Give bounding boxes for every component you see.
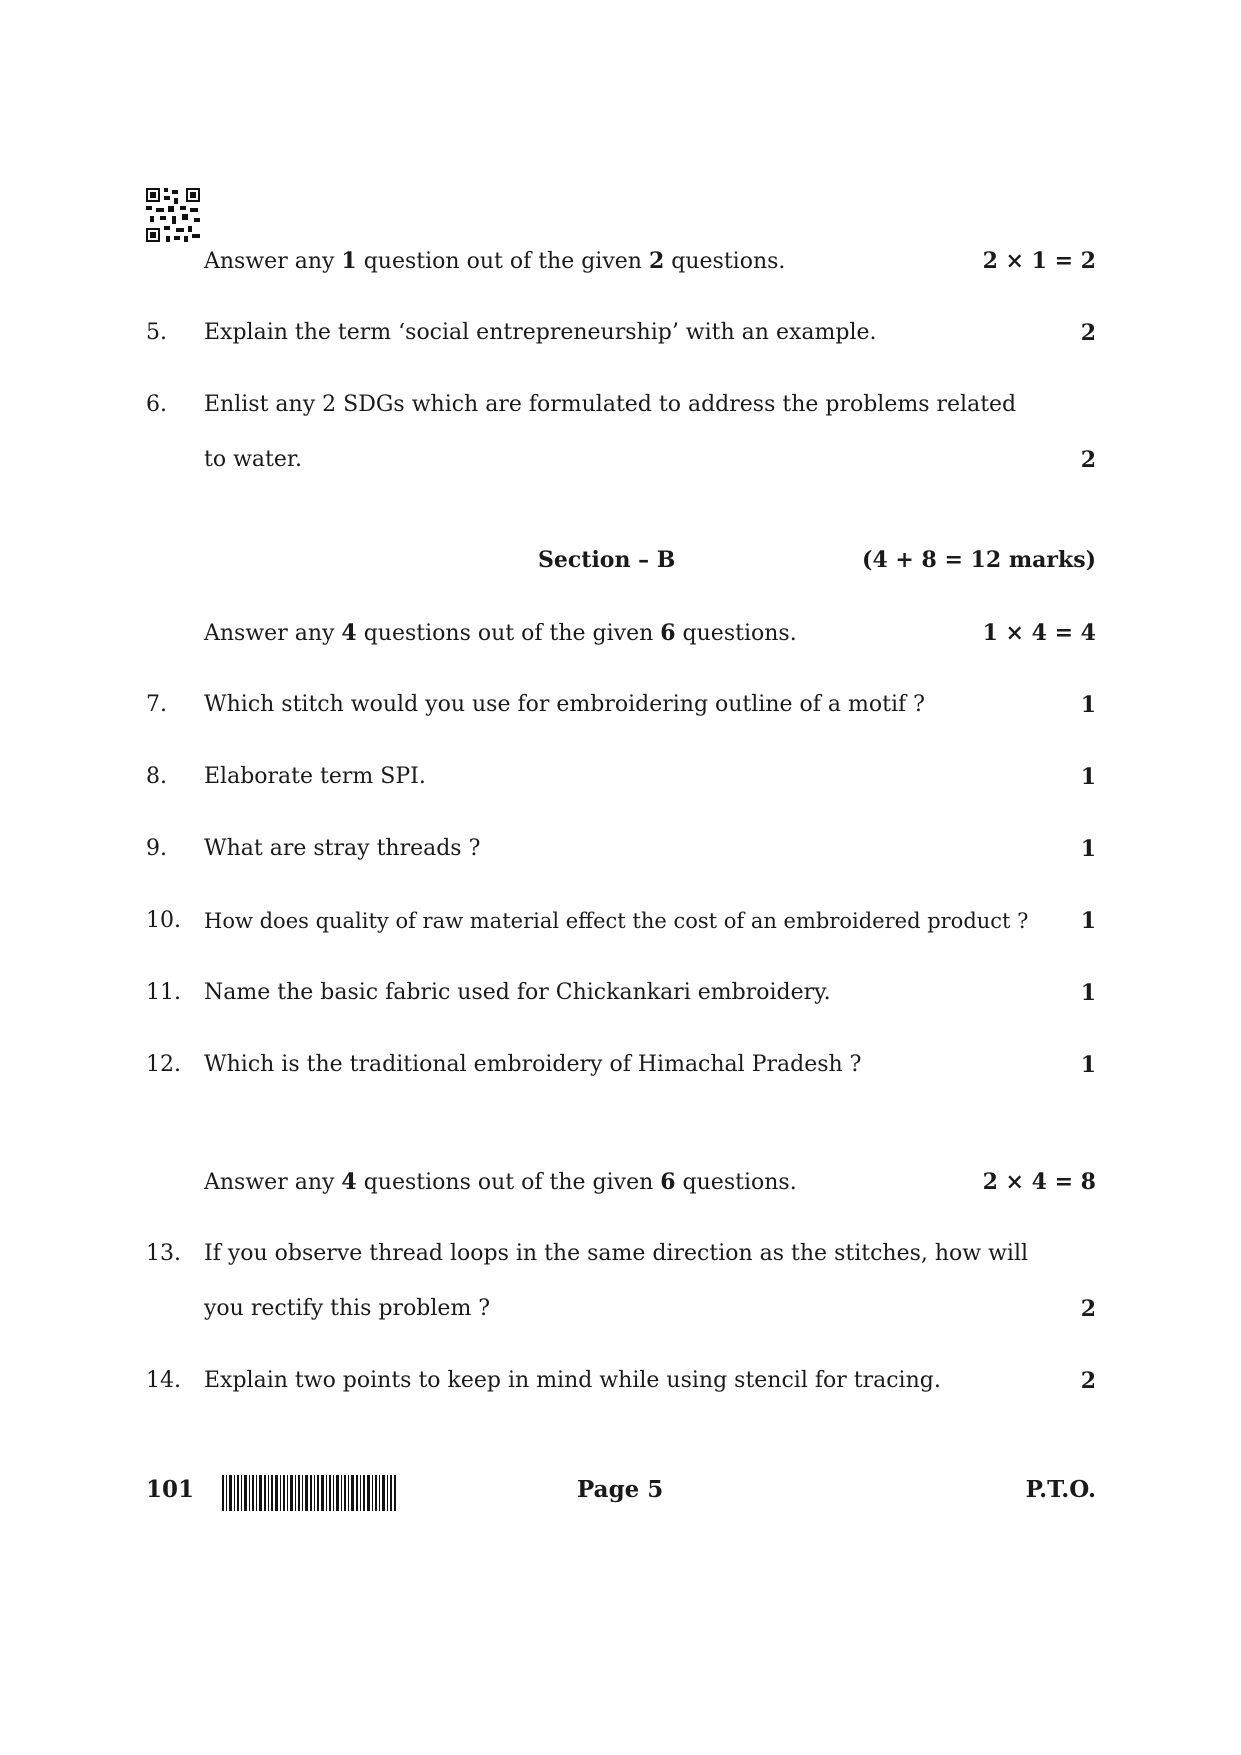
question-number: 12. [146,1052,181,1077]
question-text: Which stitch would you use for embroidering outline of a motif ? [204,692,925,717]
question-text: Explain the term ‘social entrepreneurship’ with an example. [204,320,877,345]
question-row [146,685,1096,725]
question-number: 9. [146,836,167,861]
question-marks: 1 [1080,836,1096,862]
question-number: 7. [146,692,167,717]
page-number: Page 5 [577,1476,664,1503]
question-number: 8. [146,764,167,789]
question-row [146,829,1096,869]
question-number: 13. [146,1241,181,1266]
question-marks: 2 [1080,1368,1096,1394]
question-text: How does quality of raw material effect the cost of an embroidered product ? [204,909,1029,933]
question-row [146,973,1096,1013]
question-number: 11. [146,980,181,1005]
question-row [146,385,1096,425]
question-marks: 1 [1080,692,1096,718]
question-row [146,757,1096,797]
question-marks: 2 [1080,447,1096,473]
question-number: 14. [146,1368,181,1393]
question-row [146,1234,1096,1274]
instruction-marks: 2 × 4 = 8 [982,1169,1096,1195]
question-text: to water. [204,447,302,472]
instruction-text: Answer any 4 questions out of the given 6 questions. [204,620,797,646]
instruction-marks: 1 × 4 = 4 [982,620,1096,646]
question-text: Name the basic fabric used for Chickankari embroidery. [204,980,831,1005]
question-continuation [146,1289,1096,1329]
instruction-row [146,1162,1096,1202]
question-marks: 1 [1080,1052,1096,1078]
question-row [146,1045,1096,1085]
qr-code [146,188,200,242]
barcode [222,1475,396,1511]
question-text: Which is the traditional embroidery of Himachal Pradesh ? [204,1052,862,1077]
instruction-row [146,613,1096,653]
instruction-text: Answer any 1 question out of the given 2 questions. [204,248,786,274]
question-marks: 1 [1080,980,1096,1006]
section-marks: (4 + 8 = 12 marks) [862,547,1096,573]
question-number: 5. [146,320,167,345]
question-number: 10. [146,908,181,933]
question-text: Enlist any 2 SDGs which are formulated to address the problems related [204,392,1017,417]
question-marks: 1 [1080,908,1096,934]
question-text: What are stray threads ? [204,836,481,861]
pto-label: P.T.O. [1025,1476,1096,1503]
question-text: you rectify this problem ? [204,1296,491,1321]
instruction-text: Answer any 4 questions out of the given 6 questions. [204,1169,797,1195]
question-text: Elaborate term SPI. [204,764,426,789]
question-marks: 2 [1080,1296,1096,1322]
question-row [146,313,1096,353]
question-text: Explain two points to keep in mind while using stencil for tracing. [204,1368,941,1393]
question-marks: 2 [1080,320,1096,346]
question-continuation [146,440,1096,480]
instruction-marks: 2 × 1 = 2 [982,248,1096,274]
question-number: 6. [146,392,167,417]
question-row [146,1361,1096,1401]
question-row [146,901,1096,941]
question-marks: 1 [1080,764,1096,790]
section-title: Section – B [538,547,676,573]
paper-code: 101 [146,1476,195,1503]
section-heading [146,540,1096,580]
instruction-row [146,241,1096,281]
question-text: If you observe thread loops in the same direction as the stitches, how will [204,1241,1029,1266]
